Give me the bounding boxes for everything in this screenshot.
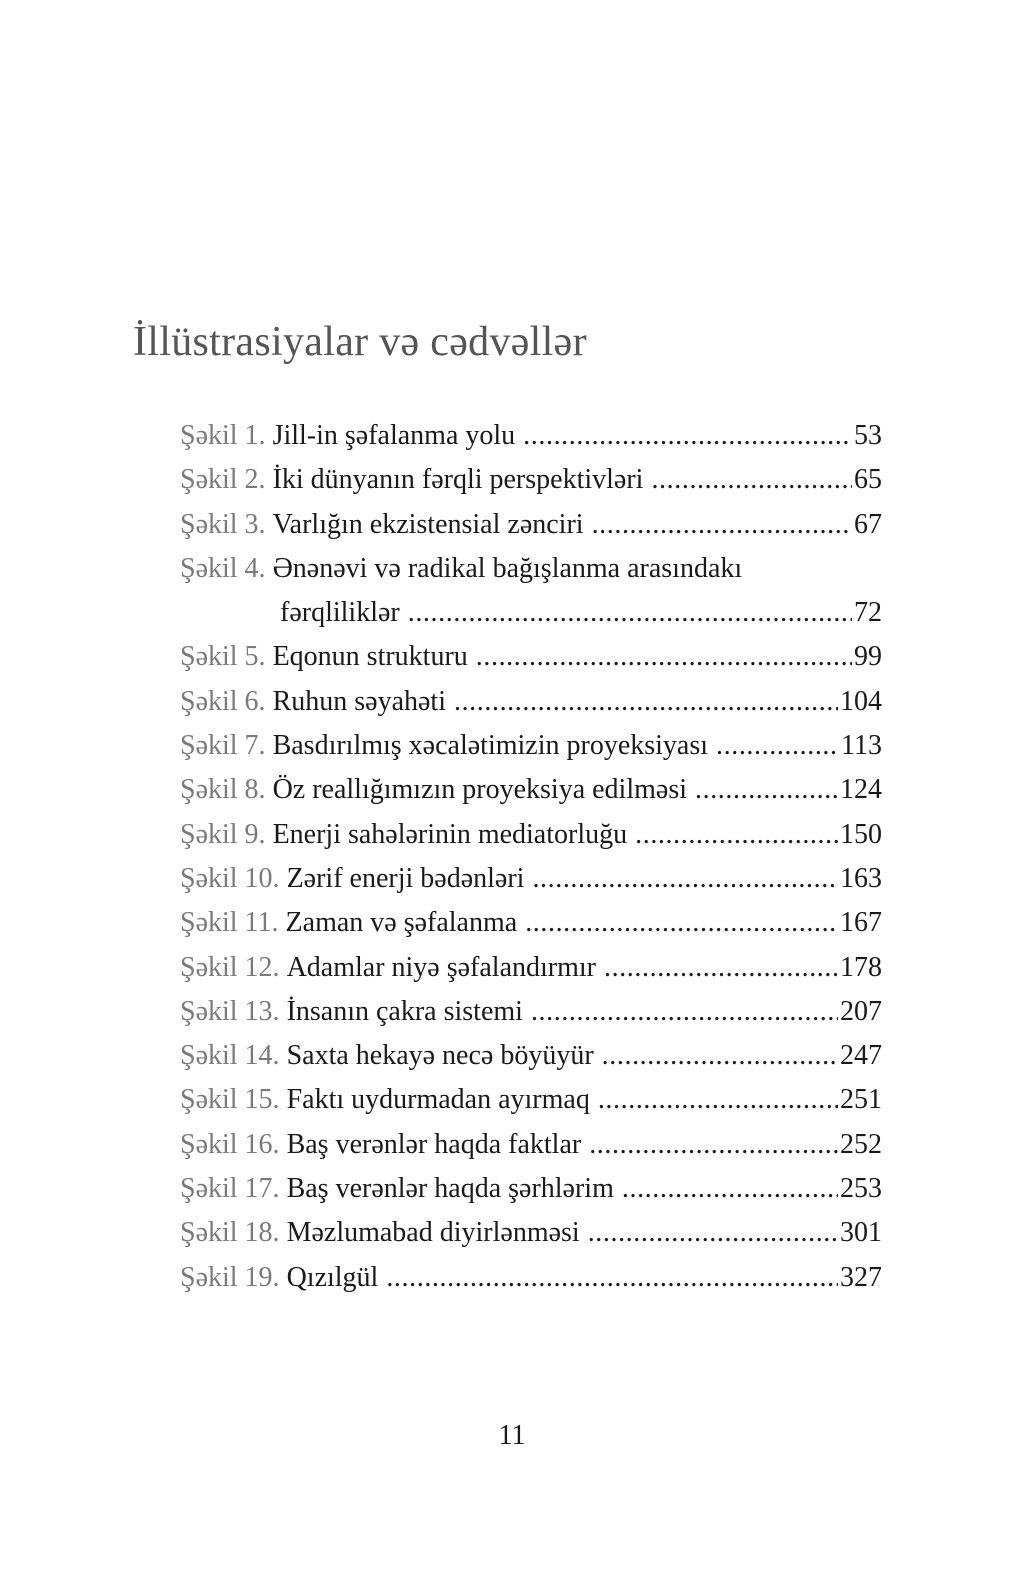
entry-title: Baş verənlər haqda faktlar bbox=[286, 1128, 582, 1160]
entry-page-number: 301 bbox=[840, 1217, 882, 1249]
entry-label: Şəkil 18. bbox=[180, 1217, 280, 1249]
entry-title: Faktı uydurmadan ayırmaq bbox=[286, 1084, 590, 1116]
entry-title: Ruhun səyahəti bbox=[272, 685, 446, 717]
entry-title: Baş verənlər haqda şərhlərim bbox=[286, 1173, 614, 1205]
dot-leader bbox=[525, 901, 838, 945]
dot-leader bbox=[695, 768, 838, 812]
entry-title: Adamlar niyə şəfalandırmır bbox=[286, 951, 596, 983]
entry-page-number: 65 bbox=[854, 464, 882, 496]
entry-page-number: 124 bbox=[840, 774, 882, 806]
toc-entry bbox=[180, 635, 882, 679]
entry-label: Şəkil 6. bbox=[180, 685, 266, 717]
entry-page-number: 72 bbox=[854, 597, 882, 629]
entry-title: Məzlumabad diyirlənməsi bbox=[286, 1217, 580, 1249]
entry-title: Zaman və şəfalanma bbox=[285, 907, 518, 939]
entry-page-number: 163 bbox=[840, 862, 882, 894]
entry-title: Enerji sahələrinin mediatorluğu bbox=[272, 818, 628, 850]
entry-title: Qızılgül bbox=[286, 1261, 379, 1293]
entry-label: Şəkil 3. bbox=[180, 508, 266, 540]
entry-label: Şəkil 7. bbox=[180, 730, 266, 762]
dot-leader bbox=[651, 458, 852, 502]
entry-label: Şəkil 2. bbox=[180, 464, 266, 496]
toc-entry bbox=[180, 724, 882, 768]
entry-page-number: 327 bbox=[840, 1261, 882, 1293]
dot-leader bbox=[589, 1123, 838, 1167]
toc-entry bbox=[180, 813, 882, 857]
entry-page-number: 207 bbox=[840, 995, 882, 1027]
toc-entry bbox=[180, 857, 882, 901]
dot-leader bbox=[588, 1211, 838, 1255]
entry-page-number: 53 bbox=[854, 420, 882, 451]
dot-leader bbox=[523, 414, 852, 458]
entry-page-number: 252 bbox=[840, 1128, 882, 1160]
entry-label: Şəkil 17. bbox=[180, 1173, 280, 1205]
toc-entry bbox=[180, 503, 882, 547]
toc-entry bbox=[180, 946, 882, 990]
entry-label: Şəkil 13. bbox=[180, 995, 280, 1027]
entry-label: Şəkil 14. bbox=[180, 1040, 280, 1072]
page-number: 11 bbox=[498, 1420, 526, 1451]
dot-leader bbox=[602, 1034, 838, 1078]
entry-page-number: 253 bbox=[840, 1173, 882, 1205]
dot-leader bbox=[622, 1167, 838, 1211]
entry-label: Şəkil 11. bbox=[180, 907, 279, 939]
figure-list bbox=[180, 414, 882, 1300]
dot-leader bbox=[716, 724, 839, 768]
entry-label: Şəkil 10. bbox=[180, 862, 280, 894]
entry-title: İki dünyanın fərqli perspektivləri bbox=[272, 464, 644, 496]
toc-entry bbox=[180, 768, 882, 812]
entry-page-number: 99 bbox=[854, 641, 882, 673]
entry-page-number: 113 bbox=[841, 730, 882, 762]
toc-entry bbox=[180, 990, 882, 1034]
dot-leader bbox=[532, 857, 838, 901]
entry-page-number: 150 bbox=[840, 818, 882, 850]
entry-label: Şəkil 19. bbox=[180, 1261, 280, 1293]
toc-entry bbox=[180, 1211, 882, 1255]
entry-label: Şəkil 15. bbox=[180, 1084, 280, 1116]
toc-entry bbox=[180, 1123, 882, 1167]
toc-entry bbox=[180, 1256, 882, 1300]
entry-title: Varlığın ekzistensial zənciri bbox=[272, 508, 584, 540]
entry-title: Öz reallığımızın proyeksiya edilməsi bbox=[272, 774, 687, 806]
entry-page-number: 167 bbox=[840, 907, 882, 939]
entry-title-continuation: fərqliliklər bbox=[280, 597, 400, 629]
entry-title: İnsanın çakra sistemi bbox=[286, 995, 523, 1027]
toc-entry bbox=[180, 1078, 882, 1122]
toc-entry bbox=[180, 1034, 882, 1078]
dot-leader bbox=[454, 680, 838, 724]
entry-page-number: 67 bbox=[854, 508, 882, 540]
dot-leader bbox=[386, 1256, 838, 1300]
toc-entry bbox=[180, 901, 882, 945]
dot-leader bbox=[408, 591, 852, 635]
entry-title: Saxta hekayə necə böyüyür bbox=[286, 1040, 594, 1072]
dot-leader bbox=[531, 990, 838, 1034]
entry-page-number: 247 bbox=[840, 1040, 882, 1072]
entry-title: Zərif enerji bədənləri bbox=[286, 862, 525, 894]
toc-entry bbox=[180, 1167, 882, 1211]
entry-label: Şəkil 9. bbox=[180, 818, 266, 850]
entry-page-number: 251 bbox=[840, 1084, 882, 1116]
entry-label: Şəkil 8. bbox=[180, 774, 266, 806]
entry-title: Ənənəvi və radikal bağışlanma arasındakı bbox=[272, 552, 743, 584]
dot-leader bbox=[604, 946, 838, 990]
entry-title: Basdırılmış xəcalətimizin proyeksiyası bbox=[272, 730, 709, 762]
dot-leader bbox=[476, 635, 852, 679]
dot-leader bbox=[598, 1078, 838, 1122]
entry-label: Şəkil 16. bbox=[180, 1128, 280, 1160]
toc-entry bbox=[180, 458, 882, 502]
dot-leader bbox=[592, 503, 852, 547]
entry-title: Jill-in şəfalanma yolu bbox=[272, 420, 516, 451]
dot-leader bbox=[635, 813, 838, 857]
entry-label: Şəkil 5. bbox=[180, 641, 266, 673]
entry-label: Şəkil 12. bbox=[180, 951, 280, 983]
page-title: İllüstrasiyalar və cədvəllər bbox=[133, 319, 587, 365]
toc-entry bbox=[180, 547, 882, 636]
entry-title: Eqonun strukturu bbox=[272, 641, 468, 673]
toc-entry bbox=[180, 680, 882, 724]
entry-label: Şəkil 4. bbox=[180, 552, 266, 584]
entry-page-number: 178 bbox=[840, 951, 882, 983]
entry-page-number: 104 bbox=[840, 685, 882, 717]
toc-entry bbox=[180, 414, 882, 458]
entry-label: Şəkil 1. bbox=[180, 420, 266, 451]
